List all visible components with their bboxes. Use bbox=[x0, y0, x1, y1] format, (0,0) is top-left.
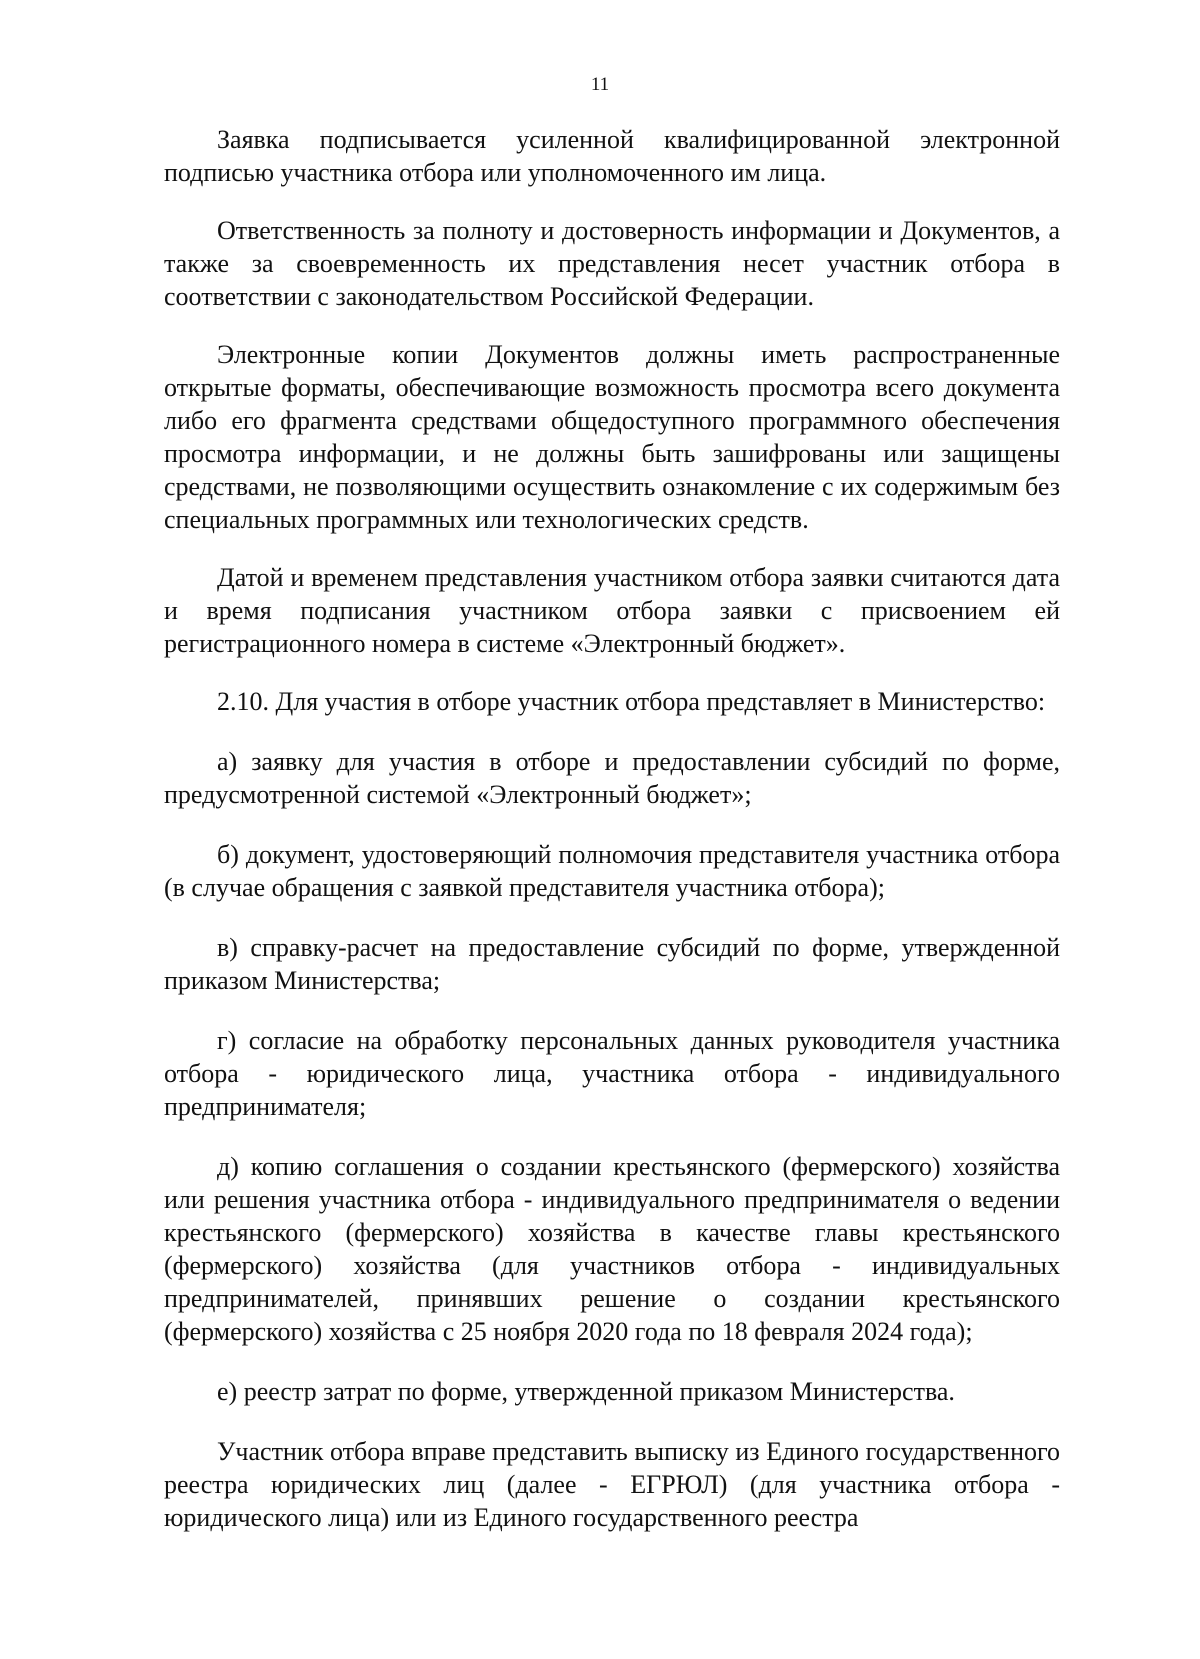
paragraph-submission-date: Датой и временем представления участником отбора заявки считаются дата и время подписания участником отбора заявки с присвоением ей регистрационного номера в системе «Электронный бюджет». bbox=[164, 563, 1060, 658]
document-body bbox=[164, 123, 1060, 1534]
list-item-v: в) справку-расчет на предоставление субсидий по форме, утвержденной приказом Министерства; bbox=[164, 933, 1060, 995]
paragraph-responsibility: Ответственность за полноту и достоверность информации и Документов, а также за своевременность их представления несет участник отбора в соответствии с законодательством Российской Федерации. bbox=[164, 216, 1060, 311]
page-number: 11 bbox=[590, 74, 610, 95]
list-item-g: г) согласие на обработку персональных данных руководителя участника отбора - юридического лица, участника отбора - индивидуального предпринимателя; bbox=[164, 1026, 1060, 1121]
paragraph-egrul-extract: Участник отбора вправе представить выписку из Единого государственного реестра юридических лиц (далее - ЕГРЮЛ) (для участника отбора - юридического лица) или из Единого государственного реестра bbox=[164, 1437, 1060, 1532]
paragraph-electronic-copies: Электронные копии Документов должны иметь распространенные открытые форматы, обеспечивающие возможность просмотра всего документа либо его фрагмента средствами общедоступного программного обеспечения просмотра информации, и не должны быть зашифрованы или защищены средствами, не позволяющими осуществить ознакомление с их содержимым без специальных программных или технологических средств. bbox=[164, 340, 1060, 534]
paragraph-section-2-10: 2.10. Для участия в отборе участник отбора представляет в Министерство: bbox=[217, 687, 1046, 716]
list-item-e: е) реестр затрат по форме, утвержденной приказом Министерства. bbox=[217, 1377, 955, 1406]
list-item-a: а) заявку для участия в отборе и предоставлении субсидий по форме, предусмотренной системой «Электронный бюджет»; bbox=[164, 747, 1060, 809]
paragraph-signature: Заявка подписывается усиленной квалифицированной электронной подписью участника отбора или уполномоченного им лица. bbox=[164, 125, 1060, 187]
list-item-d: д) копию соглашения о создании крестьянского (фермерского) хозяйства или решения участника отбора - индивидуального предпринимателя о ведении крестьянского (фермерского) хозяйства в качестве главы крестьянского (фермерского) хозяйства (для участников отбора - индивидуальных предпринимателей, принявших решение о создании крестьянского (фермерского) хозяйства с 25 ноября 2020 года по 18 февраля 2024 года); bbox=[164, 1152, 1060, 1346]
list-item-b: б) документ, удостоверяющий полномочия представителя участника отбора (в случае обращения с заявкой представителя участника отбора); bbox=[164, 840, 1060, 902]
